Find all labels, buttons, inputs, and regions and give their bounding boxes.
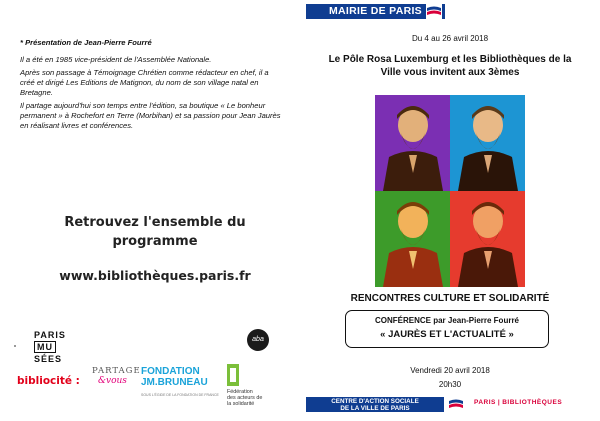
portrait-image	[375, 95, 450, 191]
federation-text	[227, 389, 262, 407]
conference-box	[345, 310, 549, 348]
centre-action-sociale-banner	[306, 397, 444, 412]
conference-speaker: CONFÉRENCE par Jean-Pierre Fourré	[374, 316, 520, 325]
rencontres-title: RENCONTRES CULTURE ET SOLIDARITÉ	[350, 293, 550, 304]
bibliocite-logo: bibliocité :	[17, 375, 80, 387]
mairie-de-paris-banner: MAIRIE DE PARIS	[306, 4, 445, 19]
program-line-1: Retrouvez l'ensemble du	[64, 215, 246, 230]
paris-flag-icon	[426, 4, 442, 19]
federation-solidarite-logo	[227, 364, 291, 408]
fondation-line-2: JM.BRUNEAU	[141, 377, 208, 388]
portrait-image	[450, 95, 525, 191]
portrait-tile-green	[375, 191, 450, 287]
portrait-image	[450, 191, 525, 287]
invite-line-2: Ville vous invitent aux 3èmes	[380, 67, 520, 78]
partage-line-2: &vous	[98, 376, 127, 386]
federation-line-2: des acteurs de	[227, 395, 263, 401]
portrait-tile-purple	[375, 95, 450, 191]
event-dates: Du 4 au 26 avril 2018	[411, 34, 489, 43]
conference-title: « JAURÈS ET L'ACTUALITÉ »	[380, 329, 514, 340]
bibliotheques-label: BIBLIOTHÈQUES	[502, 399, 563, 406]
separator: |	[497, 399, 501, 406]
bio-paragraph-3: Il partage aujourd'hui son temps entre l'édition, sa boutique « Le bonheur permanent » à Rochefort en Terre (Morbihan) et sa passion pour Jean Jaurès en réalisant livres et conférences.	[20, 101, 281, 130]
paris-musees-logo	[34, 330, 74, 364]
federation-line-1: Fédération	[227, 389, 253, 395]
partage-vous-logo	[92, 366, 141, 402]
event-time: 20h30	[438, 380, 462, 389]
cas-line-2: DE LA VILLE DE PARIS	[340, 405, 410, 412]
fondation-line-3: SOUS L'ÉGIDE DE LA FONDATION DE FRANCE	[141, 393, 219, 397]
bio-title: * Présentation de Jean-Pierre Fourré	[20, 38, 152, 47]
portrait-image	[375, 191, 450, 287]
portrait-tile-blue	[450, 95, 525, 191]
paris-musees-line-3: SÉES	[34, 354, 63, 364]
event-date: Vendredi 20 avril 2018	[410, 366, 490, 375]
invitation-text	[306, 53, 594, 79]
program-line-2: programme	[112, 234, 198, 249]
paris-label: PARIS	[474, 399, 496, 406]
jaures-portrait-grid	[375, 95, 525, 287]
website-link[interactable]: www.bibliothèques.paris.fr	[59, 268, 251, 283]
program-text	[40, 213, 270, 251]
speaker-bio	[20, 38, 282, 131]
event-schedule	[340, 364, 560, 392]
partner-logos	[0, 320, 300, 421]
paris-musees-line-2: MU	[34, 341, 56, 353]
portrait-tile-red	[450, 191, 525, 287]
fondation-line-1: FONDATION	[141, 366, 200, 377]
right-panel	[300, 0, 600, 421]
paris-flag-icon	[448, 398, 464, 411]
federation-line-3: la solidarité	[227, 401, 255, 407]
fondation-bruneau-logo	[141, 366, 225, 401]
bio-paragraph-2: Après son passage à Témoignage Chrétien comme rédacteur en chef, il a créé et dirigé Les Editions de Matignon, du nom de son village natal en Bretagne.	[20, 68, 269, 97]
federation-mark-icon	[227, 364, 239, 386]
cas-line-1: CENTRE D'ACTION SOCIALE	[331, 398, 419, 405]
aba-logo: aba	[247, 329, 269, 351]
bio-paragraph-1: Il a été en 1985 vice-président de l'Assemblée Nationale.	[20, 55, 212, 64]
partage-line-1: PARTAGE	[92, 366, 141, 376]
paris-musees-line-1: PARIS	[34, 330, 66, 340]
invite-line-1: Le Pôle Rosa Luxemburg et les Bibliothèques de la	[328, 54, 572, 65]
paris-bibliotheques-logo	[474, 399, 562, 406]
